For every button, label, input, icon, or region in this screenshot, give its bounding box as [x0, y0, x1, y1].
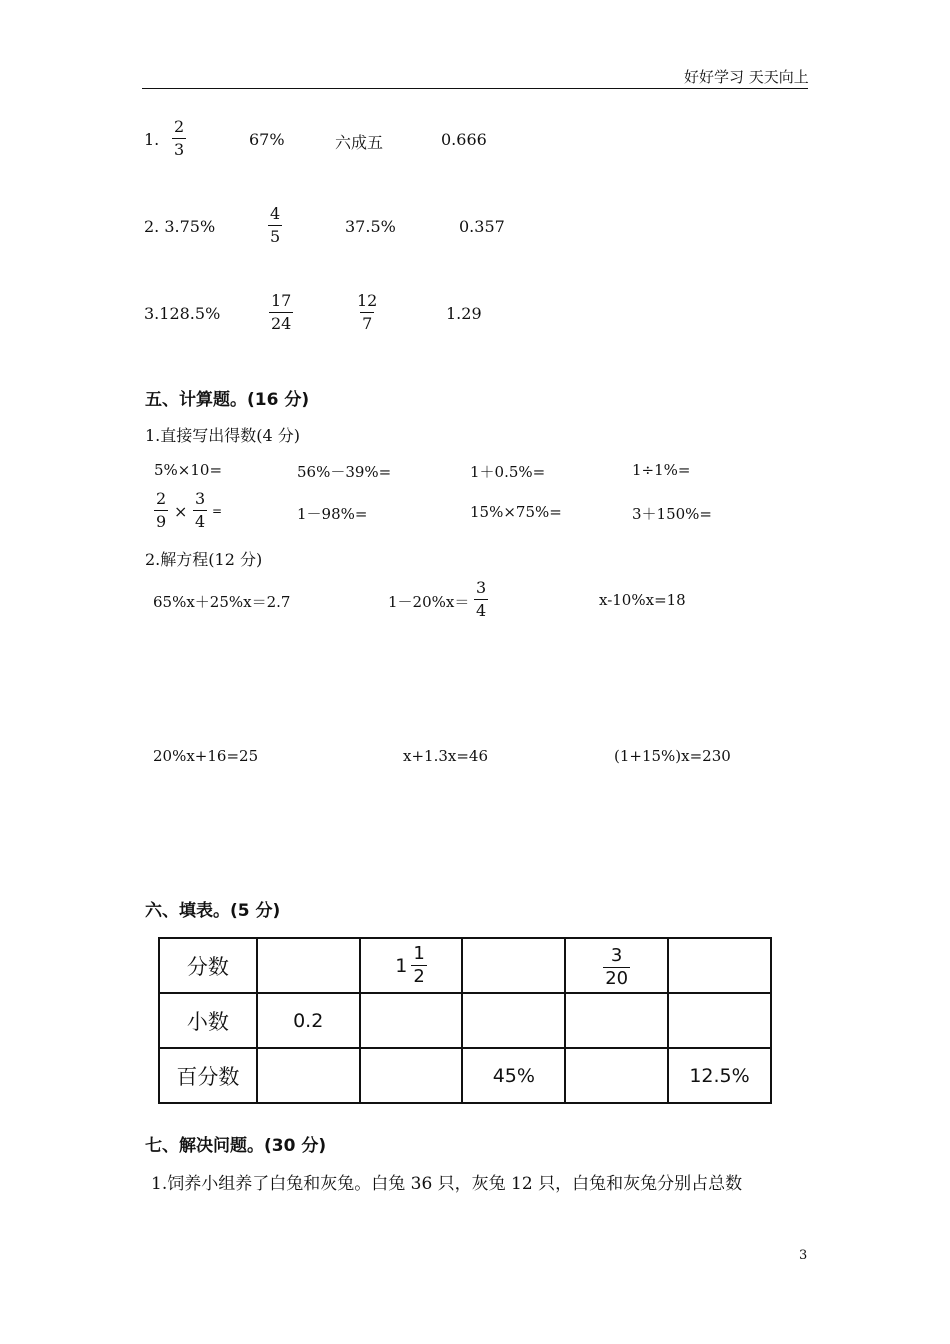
- row2-label: 2. 3.75%: [144, 217, 216, 236]
- equation-2-fraction: [474, 580, 488, 619]
- row3-fraction-2-denominator: 7: [362, 314, 373, 333]
- calc-item-4: 1÷1%=: [632, 461, 691, 479]
- mixed-number-numerator: 1: [413, 943, 425, 964]
- row-header-decimal: 小数: [159, 993, 257, 1048]
- row2-fraction-denominator: 5: [270, 227, 281, 246]
- calc-frac-2-numerator: 3: [195, 489, 206, 508]
- percent-cell-4[interactable]: [565, 1048, 668, 1103]
- row1-fraction: [172, 119, 186, 158]
- table-fraction-numerator: 3: [610, 944, 623, 966]
- decimal-cell-1: 0.2: [257, 993, 360, 1048]
- row2-value-4: 0.357: [459, 217, 505, 236]
- percent-cell-5: 12.5%: [668, 1048, 771, 1103]
- calc-item-8: 3＋150%=: [632, 505, 712, 523]
- table-fraction: [603, 944, 630, 989]
- row1-value-4: 0.666: [441, 130, 487, 149]
- section5-title: 五、计算题。(16 分): [145, 390, 310, 410]
- fill-table: [158, 937, 772, 1104]
- row3-fraction-1-denominator: 24: [271, 314, 292, 333]
- decimal-cell-5[interactable]: [668, 993, 771, 1048]
- row2-fraction-numerator: 4: [270, 204, 281, 223]
- decimal-cell-3[interactable]: [462, 993, 565, 1048]
- decimal-cell-4[interactable]: [565, 993, 668, 1048]
- header-rule: [142, 88, 808, 89]
- calc-equals-sign: =: [212, 504, 223, 518]
- equation-5: x+1.3x=46: [403, 747, 488, 765]
- row3-value-4: 1.29: [446, 304, 482, 323]
- section7-title: 七、解决问题。(30 分): [145, 1136, 327, 1156]
- fraction-cell-2[interactable]: [360, 938, 463, 993]
- row1-fraction-numerator: 2: [174, 117, 185, 136]
- row3-fraction-2-numerator: 12: [357, 291, 378, 310]
- equation-3: x-10%x=18: [599, 591, 686, 609]
- calc-item-7: 15%×75%=: [470, 503, 562, 521]
- header-motto: 好好学习 天天向上: [684, 68, 809, 86]
- percent-cell-1[interactable]: [257, 1048, 360, 1103]
- equation-2-denominator: 4: [476, 601, 487, 620]
- calc-frac-1-numerator: 2: [156, 489, 167, 508]
- calc-times-sign: ×: [174, 502, 188, 521]
- equation-4: 20%x+16=25: [153, 747, 259, 765]
- calc-frac-2-denominator: 4: [195, 512, 206, 531]
- equation-2-numerator: 3: [476, 578, 487, 597]
- section5-part2-title: 2.解方程(12 分): [145, 550, 263, 569]
- table-fraction-denominator: 20: [605, 967, 629, 989]
- fraction-cell-1[interactable]: [257, 938, 360, 993]
- mixed-number-denominator: 2: [413, 966, 425, 987]
- row2-value-3: 37.5%: [345, 217, 396, 236]
- calc-item-2: 56%－39%=: [297, 463, 392, 481]
- row-header-fraction: 分数: [159, 938, 257, 993]
- percent-cell-2[interactable]: [360, 1048, 463, 1103]
- row3-label: 3.128.5%: [144, 304, 221, 323]
- mixed-number-whole: 1: [395, 954, 408, 977]
- row3-fraction-1-numerator: 17: [271, 291, 292, 310]
- row3-fraction-1: [269, 293, 293, 332]
- equation-6: (1+15%)x=230: [614, 747, 731, 765]
- mixed-number-fraction: [411, 945, 426, 986]
- calc-item-1: 5%×10=: [154, 461, 223, 479]
- row1-value-2: 67%: [249, 130, 285, 149]
- fraction-cell-5[interactable]: [668, 938, 771, 993]
- calc-item-3: 1＋0.5%=: [470, 463, 546, 481]
- calc-frac-2: [193, 491, 207, 530]
- equation-2: 1－20%x＝: [388, 593, 470, 611]
- row1-value-3: 六成五: [335, 133, 384, 152]
- section6-title: 六、填表。(5 分): [145, 901, 281, 921]
- page-number: 3: [799, 1248, 808, 1263]
- table-row-fraction: [159, 938, 771, 993]
- problem-1-text: 1.饲养小组养了白兔和灰兔。白兔 36 只，灰兔 12 只，白兔和灰兔分别占总数: [151, 1174, 743, 1194]
- row1-label: 1.: [144, 130, 160, 149]
- fraction-cell-4[interactable]: [565, 938, 668, 993]
- equation-1: 65%x＋25%x＝2.7: [153, 593, 291, 611]
- calc-item-6: 1－98%=: [297, 505, 368, 523]
- row2-fraction: [268, 206, 282, 245]
- table-row-decimal: [159, 993, 771, 1048]
- mixed-number: [395, 945, 427, 986]
- table-row-percent: [159, 1048, 771, 1103]
- percent-cell-3: 45%: [462, 1048, 565, 1103]
- section5-part1-title: 1.直接写出得数(4 分): [145, 426, 301, 445]
- row1-fraction-denominator: 3: [174, 140, 185, 159]
- fraction-cell-3[interactable]: [462, 938, 565, 993]
- row-header-percent: 百分数: [159, 1048, 257, 1103]
- decimal-cell-2[interactable]: [360, 993, 463, 1048]
- calc-frac-1-denominator: 9: [156, 512, 167, 531]
- calc-frac-1: [154, 491, 168, 530]
- row3-fraction-2: [355, 293, 379, 332]
